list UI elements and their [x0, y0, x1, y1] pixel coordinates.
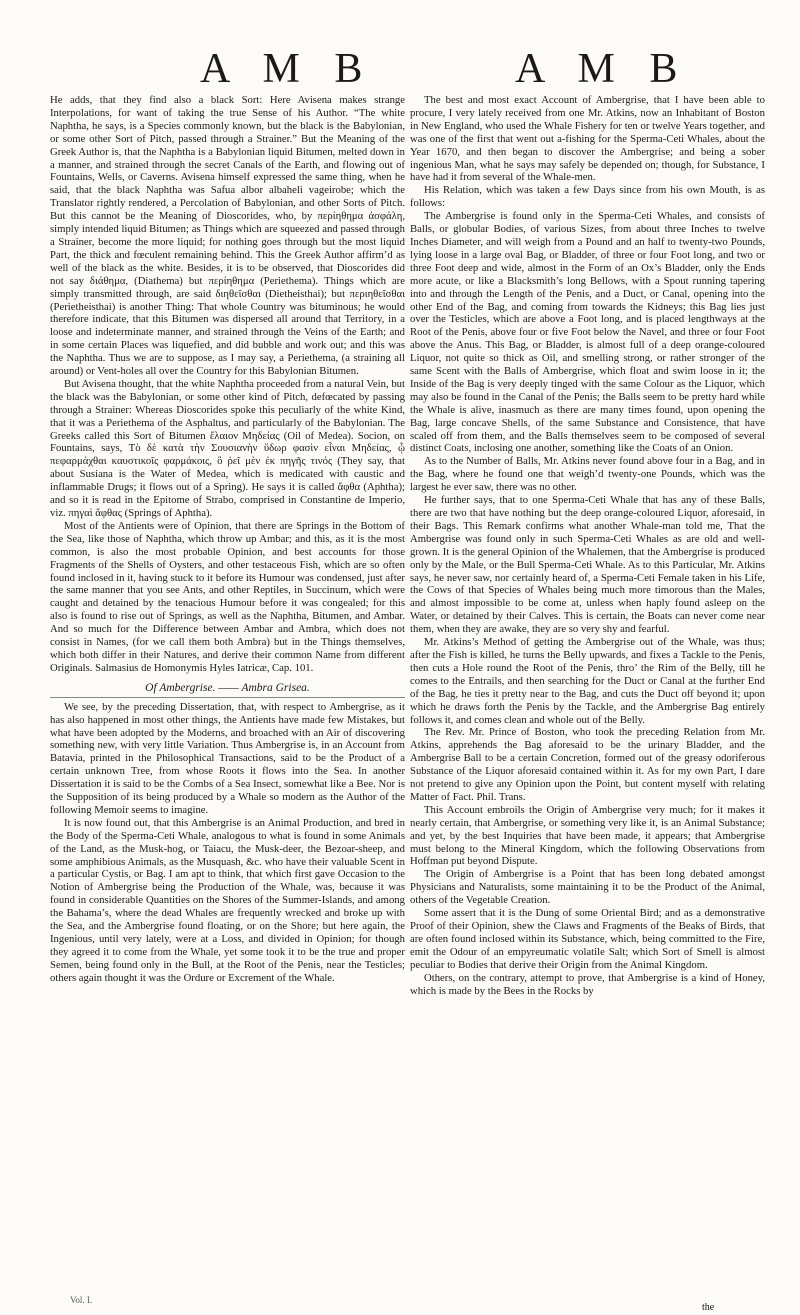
running-header-left: A M B	[200, 46, 375, 92]
right-paragraph-7: The Rev. Mr. Prince of Boston, who took the preceding Relation from Mr. Atkins, apprehends the Bag aforesaid to be the urinary Bladder, and the Ambergrise Ball to be a certain Concretion, formed out of the greasy odoriferous Substance of the Liquor aforesaid contained within it. As for my own Part, I dare not pretend to give any Opinion upon the Point, but content myself with relating Matter of Fact. Phil. Trans.	[410, 726, 765, 803]
section-title: Of Ambergrise. —— Ambra Grisea.	[50, 682, 405, 698]
catchword: the	[702, 1302, 715, 1313]
right-paragraph-9: The Origin of Ambergrise is a Point that has been long debated amongst Physicians and Naturalists, some maintaining it to be the Product of the Animal, others of the Vegetable Creation.	[410, 868, 765, 907]
right-paragraph-2: His Relation, which was taken a few Days since from his own Mouth, is as follows:	[410, 184, 765, 210]
right-paragraph-6: Mr. Atkins’s Method of getting the Ambergrise out of the Whale, was thus; after the Fish is killed, he turns the Belly upwards, and fixes a Tackle to the Penis, then cuts a Hole round the Root of the Penis, thro’ the Rim of the Belly, till he comes to the Entrails, and then searching for the Duct or Canal at the further End of the Bag, he ties it pretty near to the Bag, and cuts the Duct off beyond it; upon which he draws forth the Penis by the Tackle, and the Ambergrise Bag entirely follows it, and comes clean and whole out of the Belly.	[410, 636, 765, 726]
running-header-right: A M B	[515, 46, 690, 92]
left-paragraph-2: But Avisena thought, that the white Naphtha proceeded from a natural Vein, but the black was the Babylonian, or some other kind of Pitch, defœcated by passing through a Strainer: Whereas Dioscorides spoke this peculiarly of the white Kind, that it was a Periethema of the Asphaltus, and particularly of the Babylonian. The Greeks called this Sort of Bitumen ἔλαιον Μηδείας (Oil of Medea). Socion, on Fountains, says, Τὸ δὲ κατὰ τὴν Σουσιανὴν ὕδωρ φασὶν εἶναι Μηδείας, ᾧ πεφαρμάχθαι καυστικοῖς φαρμάκοις, ὃ ῥεῖ μὲν ἐκ πηγῆς τινός (They say, that about Susiana is the Water of Medea, which is medicated with caustic and inflammable Drugs; it flows out of a Spring). He says it is called ἄφθα (Aphtha); and so it is read in the Epitome of Strabo, comprised in Constantine de Imperio, viz. πηγαὶ ἄφθας (Springs of Aphtha).	[50, 377, 405, 519]
right-paragraph-1: The best and most exact Account of Ambergrise, that I have been able to procure, I very lately received from one Mr. Atkins, now an Inhabitant of Boston in New England, who used the Whale Fishery for ten or twelve Years together, and was one of the first that went out a-fishing for the Sperma-Ceti Whales, about the Year 1670, and then began to discover the Ambergrise; and being a sober ingenious Man, what he says may safely be depended on; though, for Substance, I have had it from several of the Whale-men.	[410, 94, 765, 184]
left-paragraph-3: Most of the Antients were of Opinion, that there are Springs in the Bottom of the Sea, like those of Naphtha, which throw up Ambar; and this, as it is the most common, is also the most probable Opinion, and best accounts for those Fragments of the Shells of Oysters, and other testaceous Fish, which are so often found inclosed in it, having stuck to it before its Humour was condensed, just after the same manner that you see Ants, and other Reptiles, in Succinum, which were caught and detained by the tenacious Humour before it was congealed; for this also is found to rise out of Springs, as well as the Naphtha, Bitumen, and Ambar. And so much for the Difference between Ambar and Ambra, which does not consist in Names, (for we call them both Ambra) but in the Things themselves, which both differ in their Natures, and derive their common Name from different Originals. Salmasius de Homonymis Hyles Iatricæ, Cap. 101.	[50, 519, 405, 674]
left-paragraph-4: We see, by the preceding Dissertation, that, with respect to Ambergrise, as it has also happened in most other things, the Antients have made few Mistakes, but what have been adopted by the Moderns, and broached with an Air of discovering something new, with very little Variation. Thus Ambergrise is, in an Account from Batavia, printed in the Philosophical Transactions, said to be the Product of a certain unknown Tree, from whose Roots it flows into the Sea. In another Dissertation it is said to be the Combs of a Sea Insect, somewhat like a Bee. Nor is the Supposition of its being produced by a Whale so modern as the Author of the following Memoir seems to imagine.	[50, 700, 405, 816]
right-paragraph-10: Some assert that it is the Dung of some Oriental Bird; and as a demonstrative Proof of their Opinion, shew the Claws and Fragments of the Beaks of Birds, that are often found inclosed within its Substance, which, being committed to the Fire, emit the Odour of an empyreumatic volatile Salt; which Sort of Smell is almost peculiar to Bodies that derive their Origin from the Animal Kingdom.	[410, 907, 765, 971]
right-paragraph-4: As to the Number of Balls, Mr. Atkins never found above four in a Bag, and in the Bag, where he found one that weigh’d twenty-one Pounds, which was the largest he ever saw, there was no other.	[410, 455, 765, 494]
right-column	[410, 94, 765, 997]
signature-mark: Vol. I.	[70, 1295, 93, 1305]
left-column	[50, 94, 405, 985]
right-paragraph-3: The Ambergrise is found only in the Sperma-Ceti Whales, and consists of Balls, or globular Bodies, of various Sizes, from about three Inches to twelve Inches Diameter, and will weigh from a Pound and an half to twenty-two Pounds, lying loose in a large oval Bag, or Bladder, of three or four Foot long, and two or three Foot deep and wide, almost in the Form of an Ox’s Bladder, only the Ends more acute, or like a Blacksmith’s long Bellows, with a Spout running tapering into and through the Length of the Penis, and a Duct, or Canal, opening into the other End of the Bag, and coming from towards the Kidneys; this Bag lies just over the Testicles, which are above a Foot long, and is placed lengthways at the Root of the Penis, above four or five Foot below the Navel, and three or four Foot above the Anus. This Bag, or Bladder, is almost full of a deep orange-coloured Liquor, not quite so thick as Oil, and smelling strong, or rather stronger of the same Scent with the Balls of Ambergrise, which float and swim loose in it; the Inside of the Bag is very deeply tinged with the same Colour as the Liquor, which may also be found in the Canal of the Penis; the Balls seem to be pretty hard while the Whale is alive, inasmuch as there are many times found, upon opening the Bag, large concave Shells, of the same Substance and Consistence, that have scaled off from them, and the Balls themselves seem to be composed of several distinct Coats, inclosing one another, something like the Coats of an Onion.	[410, 210, 765, 455]
right-paragraph-11: Others, on the contrary, attempt to prove, that Ambergrise is a kind of Honey, which is made by the Bees in the Rocks by	[410, 971, 765, 997]
right-paragraph-5: He further says, that to one Sperma-Ceti Whale that has any of these Balls, there are two that have nothing but the deep orange-coloured Liquor, aforesaid, in their Bags. This Remark confirms what another Whale-man told me, That the Ambergrise was found only in such Sperma-Ceti Whales as are old and well-grown. It is the general Opinion of the Whalemen, that the Ambergrise is produced only by the Male, or the Bull Sperma-Ceti Whale. As to this Particular, Mr. Atkins says, he never saw, nor certainly heard of, a Sperma-Ceti Female taken in his Life, the Cows of that Species of Whales being much more timorous than the Males, and almost impossible to be come at, unless when haply found asleep on the Water, or detained by their Calves. This is certain, the Boats can never come near them, when they are awake, they are so very shy and fearful.	[410, 494, 765, 636]
left-paragraph-1: He adds, that they find also a black Sort: Here Avisena makes strange Interpolations, for want of taking the true Sense of his Author. “The white Naphtha, he says, is a Species commonly known, but the black is the Babylonian, or some other Sort of Pitch, passed through a Strainer.” But the Meaning of the Greek Author is, that the Naphtha is a Babylonian liquid Bitumen, melted down in a manner, and strained through the secret Canals of the Earth, and flowing out of Fountains, Wells, or Caverns. Avisena himself expressed the same thing, when he said, that the black Naphtha was Safua albor albaheli vageirobe; which the Translator rightly rendered, a Percolation of Babylonian, and other Sorts of Pitch. But this cannot be the Meaning of Dioscorides, who, by περίηθημα ἀσφάλη, simply intended liquid Bitumen; as Things which are squeezed and passed through a Strainer, become the more liquid; for nothing goes through but the most liquid Part, the thick and fœculent remaining behind. This the Greek Author affirm’d as well of the black as the white. Besides, it is to be observed, that Dioscorides did not say διάθημα, (Diathema) but περίηθημα (Periethema). Things which are simply transmitted through, are said διηθεῖσθαι (Diethеisthai); but περιηθεῖσθαι (Periethеisthai) is another Thing: That whole Country was bituminous; he would therefore indicate, that this Bitumen was dispersed all around that Territory, in a loose and indeterminate manner, and strained through the Veins of the Earth; and in some certain Places was liquefied, and did bubble and work out; and this was the Naphtha. Thus we are to suppose, as I may say, a Periethema, (a straining all around) or Vent-holes all over the Country for this Babylonian Bitumen.	[50, 94, 405, 378]
left-paragraph-5: It is now found out, that this Ambergrise is an Animal Production, and bred in the Body of the Sperma-Ceti Whale, analogous to what is found in some Animals of the Land, as the Musk-hog, or Taiacu, the Musk-deer, the Bezoar-sheep, and some amphibious Animals, as the Musquash, &c. who have their valuable Scent in a particular Cystis, or Bag. I am apt to think, that which first gave Occasion to the Notion of Ambergrise being the Production of the Whale, was, because it was found in considerable Quantities on the Shores of the Summer-Islands, and among the Bahama’s, where the dead Whales are frequently wrecked and broke up with the Sea, and the Ambergrise found floating, or on the Shore; but here again, the Ingenious, until very lately, were at a Loss, and divided in Opinion; for though they agreed it to come from the Whale, yet some took it to be the true and proper Semen, being found only in the Bull, at the Root of the Penis, near the Testicles; others again thought it was the Ordure or Excrement of the Whale.	[50, 816, 405, 984]
right-paragraph-8: This Account embroils the Origin of Ambergrise very much; for it makes it nearly certain, that Ambergrise, or something very like it, is an Animal Substance; and yet, by the best Inquiries that have been made, it appears; that Ambergrise must belong to the Mineral Kingdom, which the following Observations from Hoffman put beyond Dispute.	[410, 803, 765, 868]
